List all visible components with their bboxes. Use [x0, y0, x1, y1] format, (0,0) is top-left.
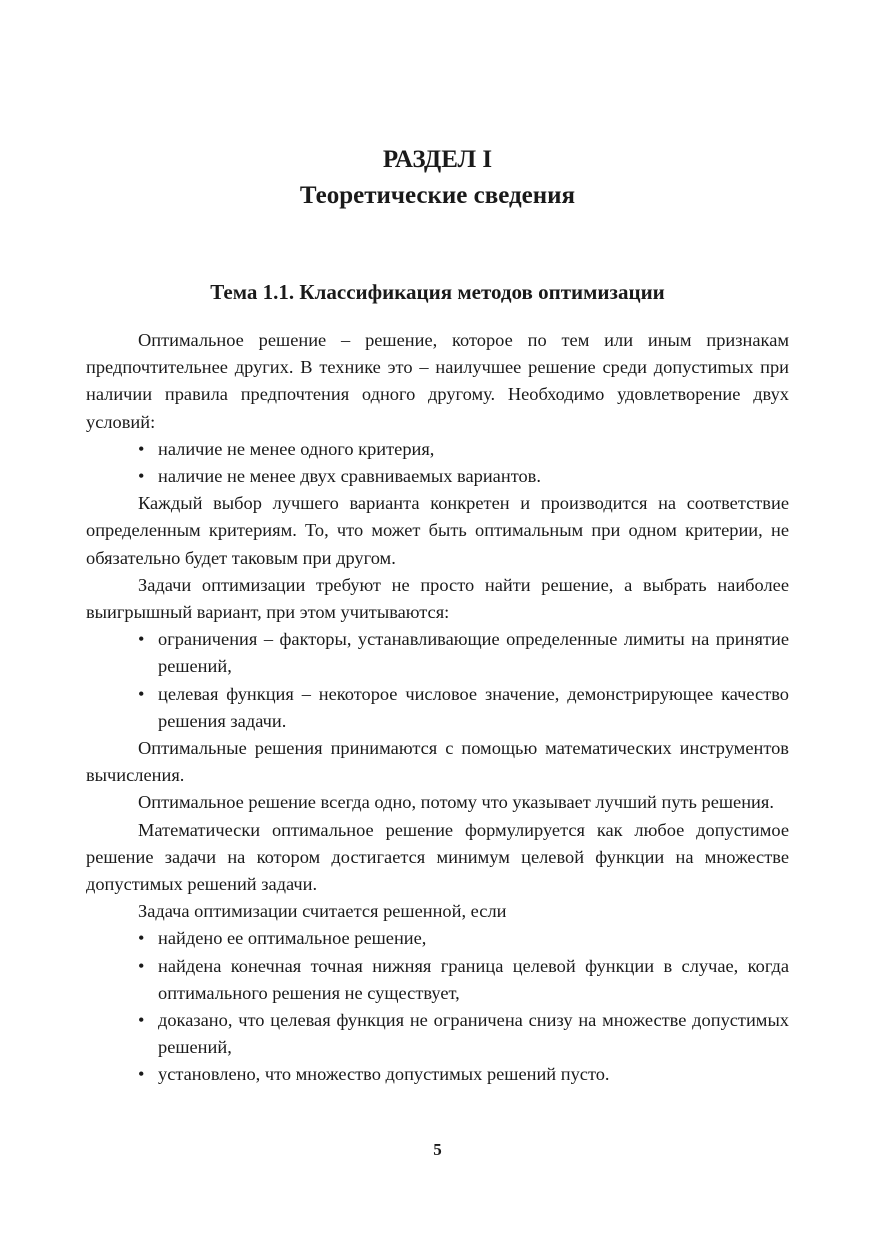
bullet-list: [86, 925, 789, 1088]
body-text: [86, 327, 789, 1089]
topic-title: Тема 1.1. Классификация методов оптимизации: [210, 280, 665, 304]
bullet-list: [86, 626, 789, 735]
section-number: РАЗДЕЛ I: [382, 146, 493, 173]
list-item: • установлено, что множество допустимых решений пусто.: [158, 1061, 789, 1088]
list-item: • целевая функция – некоторое числовое значение, демонстрирующее качество решения задачи.: [158, 681, 789, 735]
paragraph: Задача оптимизации считается решенной, если: [138, 901, 507, 922]
list-item: • найдено ее оптимальное решение,: [158, 925, 789, 952]
paragraph: Каждый выбор лучшего варианта конкретен и производится на соответствие определенным критериям. То, что может быть оптимальным при одном критерии, не обязательно будет таковым при другом.: [86, 493, 789, 568]
bullet-list: [86, 436, 789, 490]
list-item: • наличие не менее одного критерия,: [158, 436, 789, 463]
paragraph: Оптимальные решения принимаются с помощью математических инструментов вычисления.: [86, 738, 789, 786]
paragraph: Задачи оптимизации требуют не просто найти решение, а выбрать наиболее выигрышный вариант, при этом учитываются:: [86, 574, 789, 623]
paragraph: Математически оптимальное решение формулируется как любое допустимое решение задачи на котором достигается минимум целевой функции на множестве допустимых решений задачи.: [86, 819, 789, 895]
list-item: • найдена конечная точная нижняя граница целевой функции в случае, когда оптимального решения не существует,: [158, 953, 789, 1007]
list-item: • доказано, что целевая функция не ограничена снизу на множестве допустимых решений,: [158, 1007, 789, 1061]
list-item: • ограничения – факторы, устанавливающие определенные лимиты на принятие решений,: [158, 626, 789, 680]
page-number: 5: [433, 1140, 442, 1159]
list-item: • наличие не менее двух сравниваемых вариантов.: [158, 463, 789, 490]
section-title: Теоретические сведения: [299, 182, 576, 209]
paragraph: Оптимальное решение – решение, которое по тем или иным признакам предпочтительнее других. В технике это – наилучшее решение среди допустиmых при наличии правила предпочтения одного другому. Необходимо удовлетворение двух условий:: [86, 330, 789, 432]
paragraph: Оптимальное решение всегда одно, потому что указывает лучший путь решения.: [138, 792, 774, 813]
